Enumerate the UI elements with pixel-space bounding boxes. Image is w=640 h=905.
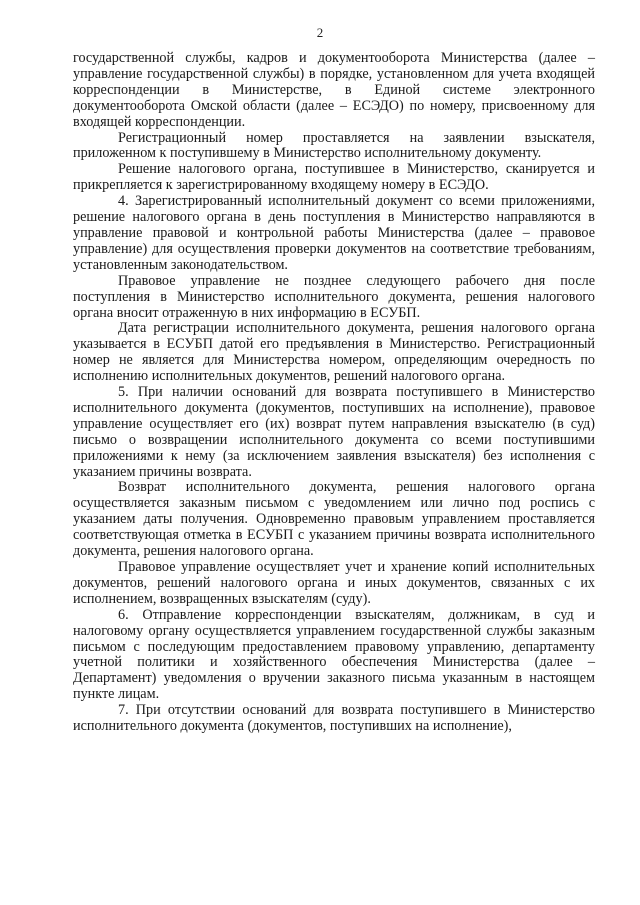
paragraph-return-procedure: Возврат исполнительного документа, решения налогового органа осуществляется заказным письмом с уведомлением или лично под роспись с указанием даты получения. Одновременно правовым управлением проставляется соответствующая отметка в ЕСУБП с указанием причины возврата исполнительного документа, решения налогового органа. <box>73 479 595 560</box>
paragraph-registration-number: Регистрационный номер проставляется на заявлении взыскателя, приложенном к поступившему в Министерство исполнительному документу. <box>73 129 595 162</box>
paragraph-item-7: 7. При отсутствии оснований для возврата поступившего в Министерство исполнительного документа (документов, поступивших на исполнение), <box>73 702 595 735</box>
paragraph-registration-date: Дата регистрации исполнительного документа, решения налогового органа указывается в ЕСУБП датой его предъявления в Министерство. Регистрационный номер не является для Министерства номером, определяющим очередность по исполнению исполнительных документов, решений налогового органа. <box>73 320 595 385</box>
document-body <box>73 51 595 735</box>
paragraph-continuation: государственной службы, кадров и документооборота Министерства (далее – управление государственной службы) в порядке, установленном для учета входящей корреспонденции в Министерстве, в Единой системе электронного документооборота Омской области (далее – ЕСЭДО) по номеру, присвоенному для входящей корреспонденции. <box>73 50 595 130</box>
page-number: 2 <box>316 25 324 40</box>
paragraph-tax-decision-scan: Решение налогового органа, поступившее в Министерство, сканируется и прикрепляется к зарегистрированному входящему номеру в ЕСЭДО. <box>73 161 595 194</box>
paragraph-item-5: 5. При наличии оснований для возврата поступившего в Министерство исполнительного документа (документов, поступивших на исполнение), правовое управление осуществляет его (их) возврат путем направления взыскателю (в суд) письмо о возвращении исполнительного документа со всеми поступившими приложениями к нему (за исключением заявления взыскателя) без исполнения с указанием причины возврата. <box>73 384 595 480</box>
paragraph-copies-storage: Правовое управление осуществляет учет и хранение копий исполнительных документов, решений налогового органа и иных документов, связанных с их исполнением, возвращенных взыскателям (суду). <box>73 559 595 607</box>
paragraph-item-4: 4. Зарегистрированный исполнительный документ со всеми приложениями, решение налогового органа в день поступления в Министерство направляются в управление правовой и контрольной работы Министерства (далее – правовое управление) для осуществления проверки документов на соответствие требованиям, установленным законодательством. <box>73 193 595 273</box>
paragraph-legal-department-entry: Правовое управление не позднее следующего рабочего дня после поступления в Министерство исполнительного документа, решения налогового органа вносит отраженную в них информацию в ЕСУБП. <box>73 272 595 321</box>
paragraph-item-6: 6. Отправление корреспонденции взыскателям, должникам, в суд и налоговому органу осуществляется управлением государственной службы заказным письмом с последующим предоставлением правовому управлению, департаменту учетной политики и хозяйственного обеспечения Министерства (далее – Департамент) уведомления о вручении заказного письма указанным в настоящем пункте лицам. <box>73 606 595 703</box>
